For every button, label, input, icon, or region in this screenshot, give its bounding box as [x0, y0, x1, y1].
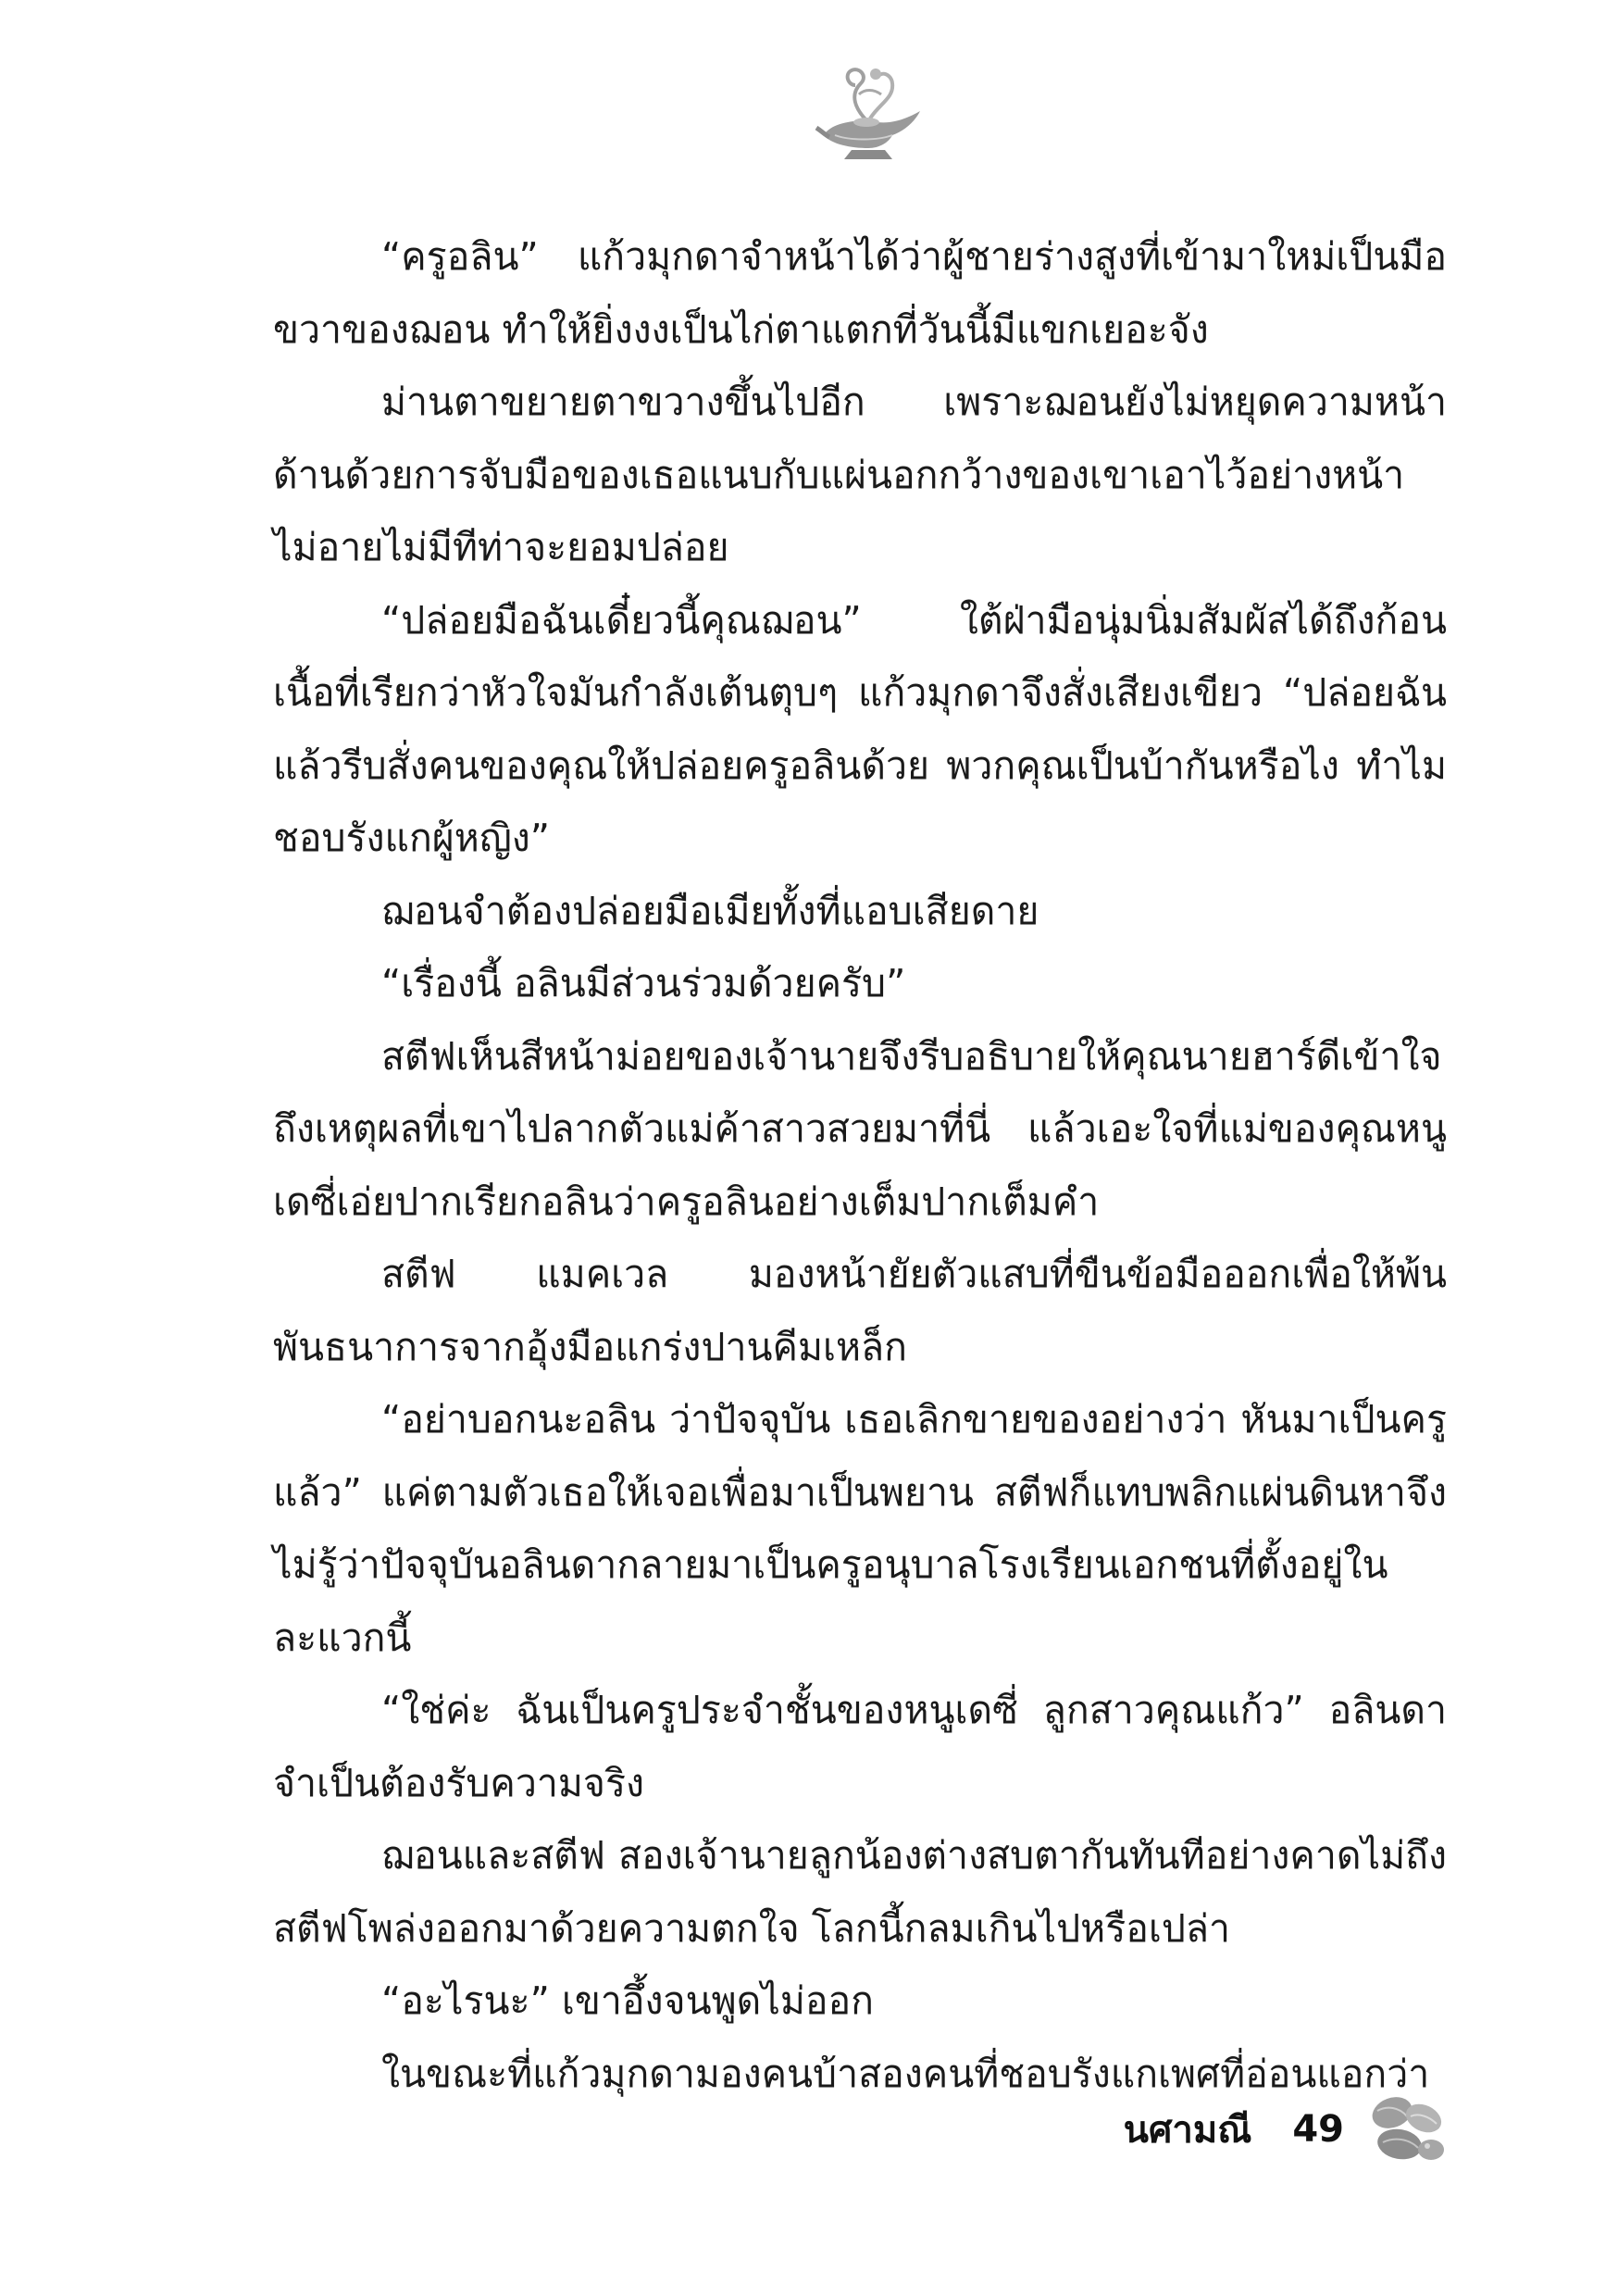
- paragraph: “ปล่อยมือฉันเดี๋ยวนี้คุณฌอน” ใต้ฝ่ามือนุ่มนิ่มสัมผัสได้ถึงก้อนเนื้อที่เรียกว่าหัวใจมันกำลังเต้นตุบๆ แก้วมุกดาจึงสั่งเสียงเขียว “ปล่อยฉันแล้วรีบสั่งคนของคุณให้ปล่อยครูอลินด้วย พวกคุณเป็นบ้ากันหรือไง ทำไมชอบรังแกผู้หญิง”: [273, 597, 1447, 860]
- paragraph: ในขณะที่แก้วมุกดามองคนบ้าสองคนที่ชอบรังแกเพศที่อ่อนแอกว่า: [381, 2051, 1430, 2096]
- magic-lamp-icon: [803, 57, 933, 168]
- paragraph: “เรื่องนี้ อลินมีส่วนร่วมด้วยครับ”: [381, 961, 906, 1005]
- page-number: 49: [1292, 2108, 1344, 2151]
- body-text: [273, 220, 1447, 2110]
- paragraph: สตีฟเห็นสีหน้าม่อยของเจ้านายจึงรีบอธิบายให้คุณนายฮาร์ดีเข้าใจถึงเหตุผลที่เขาไปลากตัวแม่ค้าสาวสวยมาที่นี่ แล้วเอะใจที่แม่ของคุณหนูเดซี่เอ่ยปากเรียกอลินว่าครูอลินอย่างเต็มปากเต็มคำ: [273, 1033, 1447, 1224]
- paragraph: ฌอนและสตีฟ สองเจ้านายลูกน้องต่างสบตากันทันทีอย่างคาดไม่ถึง สตีฟโพล่งออกมาด้วยความตกใจ โลกนี้กลมเกินไปหรือเปล่า: [273, 1833, 1447, 1951]
- paragraph: “อะไรนะ” เขาอึ้งจนพูดไม่ออก: [381, 1978, 874, 2023]
- paragraph: “ใช่ค่ะ ฉันเป็นครูประจำชั้นของหนูเดซี่ ลูกสาวคุณแก้ว” อลินดาจำเป็นต้องรับความจริง: [273, 1688, 1447, 1805]
- nuts-ornament-icon: [1363, 2090, 1451, 2168]
- paragraph: “อย่าบอกนะอลิน ว่าปัจจุบัน เธอเลิกขายของอย่างว่า หันมาเป็นครูแล้ว” แค่ตามตัวเธอให้เจอเพื่อมาเป็นพยาน สตีฟก็แทบพลิกแผ่นดินหาจึงไม่รู้ว่าปัจจุบันอลินดากลายมาเป็นครูอนุบาลโรงเรียนเอกชนที่ตั้งอยู่ในละแวกนี้: [273, 1397, 1447, 1660]
- paragraph: ม่านตาขยายตาขวางขึ้นไปอีก เพราะฌอนยังไม่หยุดความหน้าด้านด้วยการจับมือของเธอแนบกับแผ่นอกกว้างของเขาเอาไว้อย่างหน้าไม่อายไม่มีทีท่าจะยอมปล่อย: [273, 380, 1447, 569]
- paragraph: สตีฟ แมคเวล มองหน้ายัยตัวแสบที่ขืนข้อมือออกเพื่อให้พ้นพันธนาการจากอุ้งมือแกร่งปานคีมเหล็ก: [273, 1252, 1447, 1369]
- author-name: นศามณี: [1123, 2109, 1252, 2152]
- paragraph: ฌอนจำต้องปล่อยมือเมียทั้งที่แอบเสียดาย: [381, 888, 1039, 933]
- page-footer: [1124, 2088, 1451, 2171]
- paragraph: “ครูอลิน” แก้วมุกดาจำหน้าได้ว่าผู้ชายร่างสูงที่เข้ามาใหม่เป็นมือขวาของฌอน ทำให้ยิ่งงงเป็นไก่ตาแตกที่วันนี้มีแขกเยอะจัง: [273, 234, 1447, 352]
